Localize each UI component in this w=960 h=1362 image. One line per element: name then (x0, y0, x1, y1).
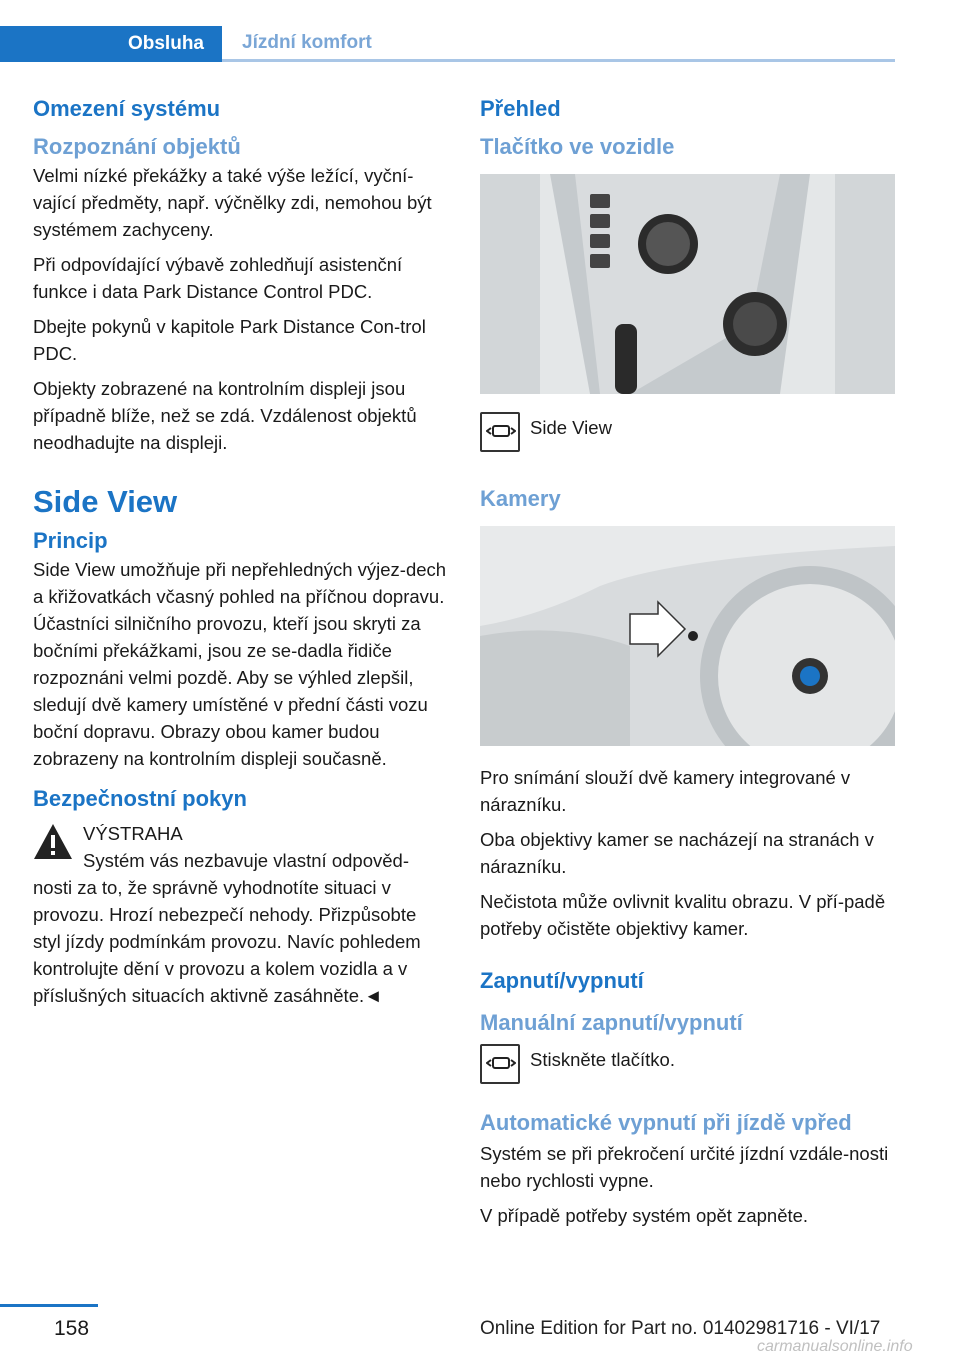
warning-triangle-icon (33, 822, 73, 862)
paragraph: Pro snímání slouží dvě kamery integrované v nárazníku. (480, 767, 851, 815)
tab-jizdni-komfort[interactable]: Jízdní komfort (242, 32, 372, 53)
heading-automaticke: Automatické vypnutí při jízdě vpřed (480, 1110, 852, 1135)
left-column (33, 96, 448, 1017)
heading-rozpoznani: Rozpoznání objektů (33, 134, 241, 159)
page-number: 158 (54, 1317, 90, 1340)
heading-side-view: Side View (33, 484, 178, 519)
heading-omezeni: Omezení systému (33, 96, 221, 121)
side-view-button-row (480, 412, 895, 452)
side-view-button-icon[interactable] (480, 412, 520, 452)
heading-bezpecnost: Bezpečnostní pokyn (33, 786, 247, 811)
manual-button-row (480, 1044, 895, 1084)
heading-princip: Princip (33, 528, 108, 553)
warning-text: Systém vás nezbavuje vlastní odpověd-nosti za to, že správně vyhodnotíte situaci v provozu. Hrozí nebezpečí nehody. Přizpůsobte styl jízdy podmínkám provozu. Navíc pohledem kontrolujte dění v provozu a kolem vozidla a v příslušných situacích aktivně zasáhněte.◄ (33, 850, 421, 1006)
heading-tlacitko: Tlačítko ve vozidle (480, 134, 675, 159)
paragraph: Nečistota může ovlivnit kvalitu obrazu. V pří-padě potřeby očistěte objektivy kamer. (480, 891, 886, 939)
paragraph: Velmi nízké překážky a také výše ležící, vyční-vající předměty, např. výčnělky zdi, nemohou být systémem zachyceny. (33, 165, 432, 240)
chapter-tabs (0, 26, 895, 62)
paragraph: Side View umožňuje při nepřehledných výjez-dech a křižovatkách včasný pohled na příčnou dopravu. Účastníci silničního provozu, kteří jsou skryti za bočními překážkami, jsou ze se-dadla řidiče rozpoznáni velmi pozdě. Aby se výhled zlepšil, sledují dvě kamery umístěné v přední části vozu boční dopravu. Obrazy obou kamer budou zobrazeny na kontrolním displeji současně. (33, 559, 447, 769)
edition-text: Online Edition for Part no. 01402981716 - VI/17 (480, 1318, 881, 1339)
tab-obsluha[interactable]: Obsluha (0, 26, 222, 62)
side-view-icon (486, 420, 516, 444)
paragraph: Při odpovídající výbavě zohledňují asistenční funkce i data Park Distance Control PDC. (33, 254, 403, 302)
warning-title: VÝSTRAHA (83, 823, 183, 844)
paragraph: Objekty zobrazené na kontrolním displeji jsou případně blíže, než se zdá. Vzdálenost objektů neodhadujte na displeji. (33, 378, 417, 453)
side-view-button-icon[interactable] (480, 1044, 520, 1084)
watermark: carmanualsonline.info (757, 1338, 913, 1355)
heading-zapnuti: Zapnutí/vypnutí (480, 968, 644, 993)
side-view-icon (486, 1052, 516, 1076)
console-illustration (480, 174, 895, 394)
paragraph: Oba objektivy kamer se nacházejí na stranách v nárazníku. (480, 829, 874, 877)
warning-box (33, 820, 448, 1009)
heading-prehled: Přehled (480, 96, 561, 121)
camera-bumper-photo (480, 526, 895, 746)
tab-underline (222, 59, 895, 62)
bumper-illustration (480, 526, 895, 746)
right-column (480, 96, 895, 1237)
console-button-photo (480, 174, 895, 394)
paragraph: V případě potřeby systém opět zapněte. (480, 1205, 809, 1226)
heading-kamery: Kamery (480, 486, 561, 511)
paragraph: Dbejte pokynů v kapitole Park Distance Con-trol PDC. (33, 316, 426, 364)
heading-manualni: Manuální zapnutí/vypnutí (480, 1010, 743, 1035)
paragraph: Systém se při překročení určité jízdní vzdále-nosti nebo rychlosti vypne. (480, 1143, 889, 1191)
footer-rule (0, 1304, 98, 1307)
side-view-button-label: Side View (530, 417, 612, 438)
manual-text: Stiskněte tlačítko. (530, 1049, 675, 1070)
